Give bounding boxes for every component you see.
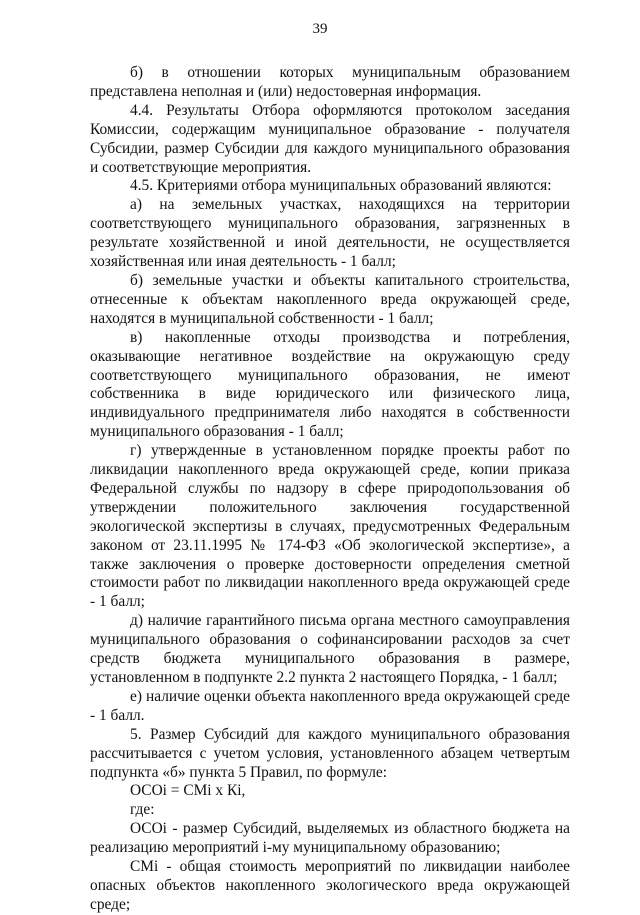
paragraph-5-subsidy-size: 5. Размер Субсидий для каждого муниципального образования рассчитывается с учетом условия, установленного абзацем четвертым подпункта «б» пункта 5 Правил, по формуле:	[90, 725, 570, 781]
definition-cm: СМi - общая стоимость мероприятий по ликвидации наиболее опасных объектов накопленного экологического вреда окружающей среде;	[90, 858, 570, 913]
page-number: 39	[312, 21, 328, 37]
criterion-e: е) наличие оценки объекта накопленного вреда окружающей среде - 1 балл.	[90, 687, 570, 724]
definition-oco: ОСОi - размер Субсидий, выделяемых из областного бюджета на реализацию мероприятий i-му муниципальному образованию;	[90, 820, 570, 857]
criterion-v: в) накопленные отходы производства и потребления, оказывающие негативное воздействие на окружающую среду соответствующего муниципального образования, не имеют собственника в виде юридического или физического лица, индивидуального предпринимателя либо находятся в собственности муниципального образования - 1 балл;	[90, 328, 570, 441]
criterion-d: д) наличие гарантийного письма органа местного самоуправления муниципального образования о софинансировании расходов за счет средств бюджета муниципального образования в размере, установленном в подпункте 2.2 пункта 2 настоящего Порядка, - 1 балл;	[90, 612, 570, 686]
criterion-g: г) утвержденные в установленном порядке проекты работ по ликвидации накопленного вреда окружающей среде, копии приказа Федеральной службы по надзору в сфере природопользования об утверждении положительного заключения государственной экологической экспертизы в случаях, предусмотренных Федеральным законом от 23.11.1995 № 174-ФЗ «Об экологической экспертизе», а также заключения о проверке достоверности определения сметной стоимости работ по ликвидации накопленного вреда окружающей среде - 1 балл;	[90, 442, 570, 611]
paragraph-4-5-criteria-heading: 4.5. Критериями отбора муниципальных образований являются:	[130, 177, 552, 195]
document-body	[90, 64, 570, 915]
paragraph-4-4-results: 4.4. Результаты Отбора оформляются протоколом заседания Комиссии, содержащим муниципальное образование - получателя Субсидии, размер Субсидии для каждого муниципального образования и соответствующие мероприятия.	[90, 101, 570, 176]
formula-where: где:	[130, 801, 155, 819]
paragraph-b-incomplete-info: б) в отношении которых муниципальным образованием представлена неполная и (или) недостоверная информация.	[90, 64, 570, 100]
criterion-b: б) земельные участки и объекты капитального строительства, отнесенные к объектам накопленного вреда окружающей среде, находятся в муниципальной собственности - 1 балл;	[90, 271, 570, 327]
formula: ОСОi = СМi x Кi,	[130, 782, 246, 800]
criterion-a: а) на земельных участках, находящихся на территории соответствующего муниципального образования, загрязненных в результате хозяйственной и иной деятельности, не осуществляется хозяйственная или иная деятельность - 1 балл;	[90, 196, 570, 271]
